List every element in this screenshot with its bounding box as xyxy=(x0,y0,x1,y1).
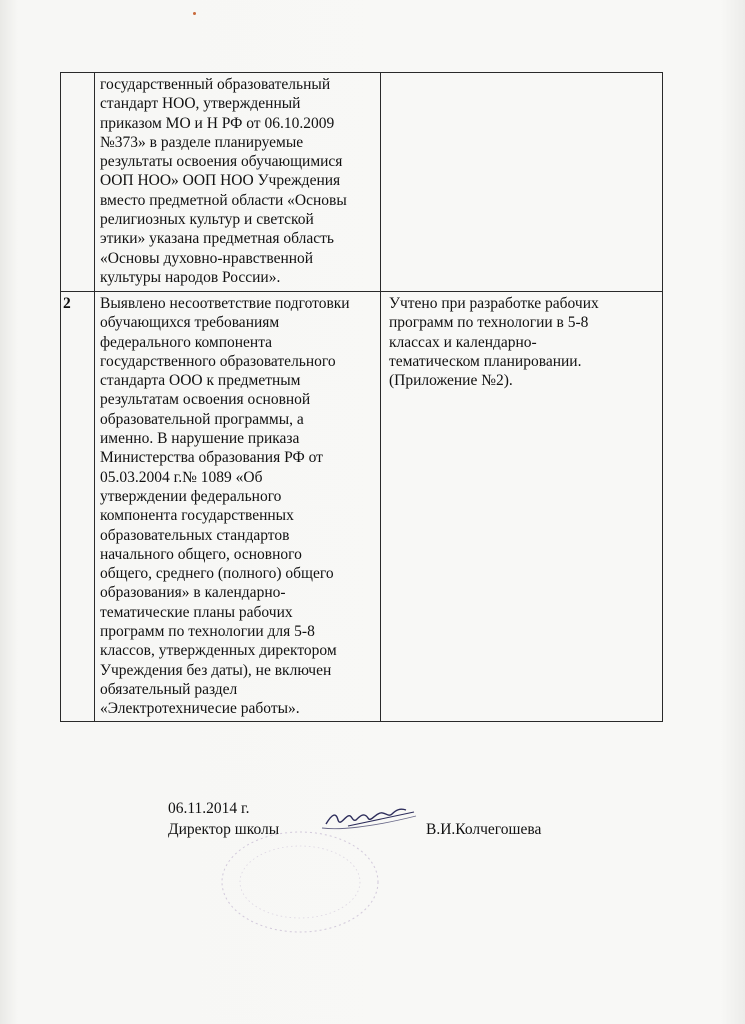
row-action: Учтено при разработке рабочих программ по технологии в 5-8 классах и календарно- тематическом планировании. (Приложение №2). xyxy=(381,292,663,722)
row-description: Выявлено несоответствие подготовки обучающихся требованиям федерального компонента государственного образовательного стандарта ООО к предметным результатам освоения основной образовательной программы, а именно. В нарушение приказа Министерства образования РФ от 05.03.2004 г.№ 1089 «Об утверждении федерального компонента государственных образовательных стандартов начального общего, основного общего, среднего (полного) общего образования» в календарно- тематические планы рабочих программ по технологии для 5-8 классов, утвержденных директором Учреждения без даты), не включен обязательный раздел «Электротехничесие работы». xyxy=(95,292,381,722)
table-row xyxy=(61,73,663,292)
stamp-image xyxy=(210,820,390,940)
scan-speck xyxy=(193,12,196,15)
row-description: государственный образовательный стандарт НОО, утвержденный приказом МО и Н РФ от 06.10.2009 №373» в разделе планируемые результаты освоения обучающимися ООП НОО» ООП НОО Учреждения вместо предметной области «Основы религиозных культур и светской этики» указана предметная область «Основы духовно-нравственной культуры народов России». xyxy=(95,73,381,292)
signature-image xyxy=(318,798,428,838)
row-number: 2 xyxy=(61,292,95,722)
findings-table xyxy=(60,72,663,722)
row-number xyxy=(61,73,95,292)
table-row xyxy=(61,292,663,722)
row-action xyxy=(381,73,663,292)
director-name: В.И.Колчегошева xyxy=(426,821,542,838)
director-position: Директор школы xyxy=(168,821,280,838)
document-date: 06.11.2014 г. xyxy=(168,800,250,817)
